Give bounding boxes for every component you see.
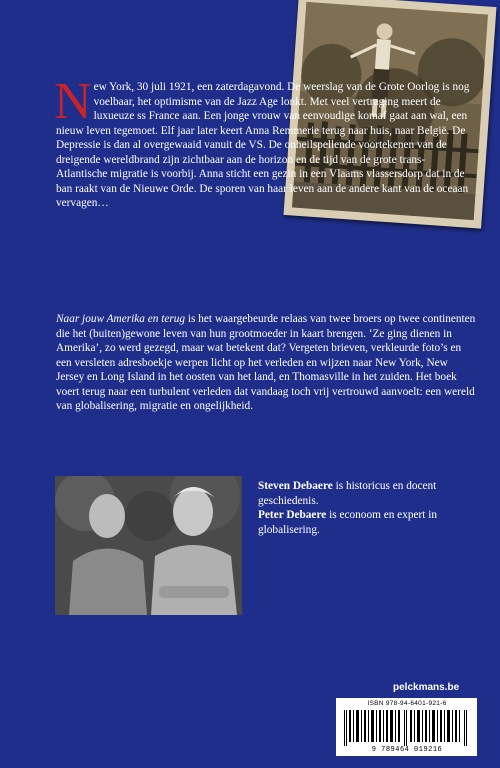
- intro-paragraph: [54, 73, 476, 211]
- author2-name: Peter Debaere: [258, 509, 327, 521]
- isbn-text: ISBN 978-94-6401-921-6: [367, 700, 447, 707]
- authors-photo: [55, 476, 242, 615]
- description-paragraph: [56, 312, 476, 414]
- author1-name: Steven Debaere: [258, 480, 333, 492]
- barcode-icon: [342, 710, 472, 746]
- intro-text: ew York, 30 juli 1921, een zaterdagavond. De weerslag van de Grote Oorlog is nog voelbaar, het optimisme van de Jazz Age lonkt. Met veel vertraging meert de luxueuze ss France aan. Een jonge vrouw van eenvoudige komaf gaat aan wal, een nieuw leven tegemoet. Elf jaar later keert Anna Remmerie terug naar huis, naar België. De Depressie is dan al overgewaaid vanuit de VS. De onheilspellende voortekenen van de dreigende wereldbrand zijn zichtbaar aan de horizon en de tijd van de grote trans-Atlantische migratie is voorbij. Anna sticht een gezin in een Vlaams vlassersdorp dat in de ban raakt van de Nieuwe Orde. De sporen van haar leven aan de andere kant van de oceaan vervagen…: [56, 81, 470, 209]
- ean-number: 9 789464 019216: [371, 746, 443, 754]
- author1-desc: is historicus en docent geschiedenis.: [258, 480, 437, 507]
- authors-photo-illustration: [55, 476, 242, 615]
- author-bios: [258, 479, 458, 537]
- author2-desc: is econoom en expert in globalisering.: [258, 509, 438, 536]
- publisher-url: pelckmans.be: [393, 682, 460, 693]
- drop-cap: N: [54, 73, 92, 130]
- description-text: is het waargebeurde relaas van twee broers op twee continenten die het (buiten)gewone leven van hun grootmoeder in kaart brengen. ‘Ze ging dienen in Amerika’, zo werd gezegd, maar wat betekent dat? Vergeten brieven, verkleurde foto’s en een versleten adresboekje werpen licht op het verleden en wijzen naar New York, New Jersey en Long Island in het oosten van het land, en Thomasville in het zuiden. Het boek voert terug naar een turbulent verleden dat vandaag toch vrij vertrouwd aanvoelt: een wereld van globalisering, migratie en ongelijkheid.: [56, 313, 476, 412]
- barcode-box: [336, 698, 477, 756]
- book-title-italic: Naar jouw Amerika en terug: [56, 313, 186, 325]
